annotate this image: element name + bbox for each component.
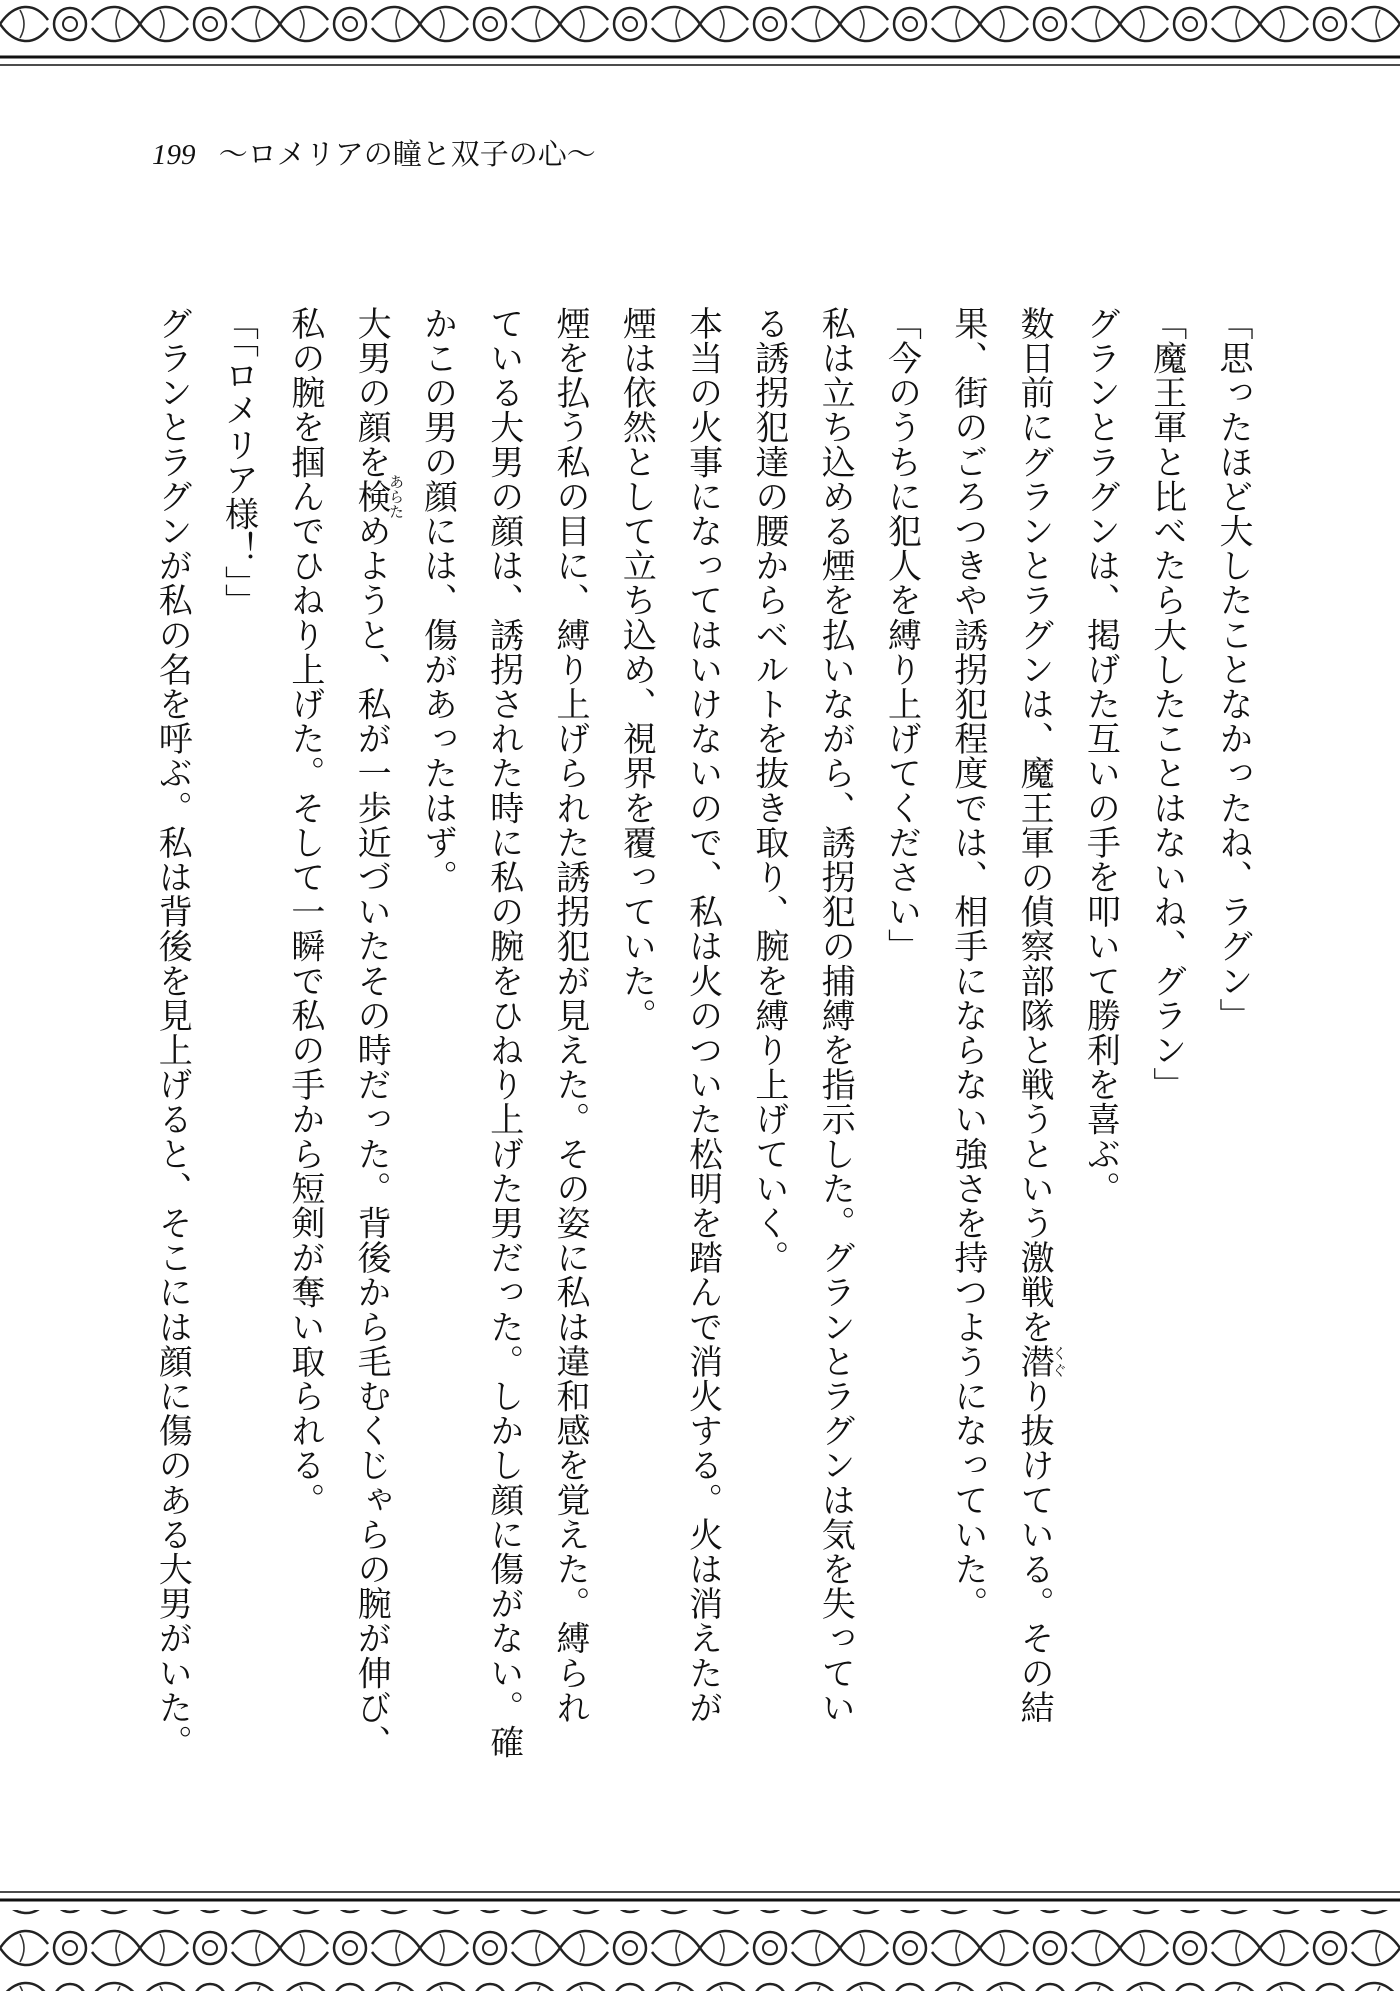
line-text: 「「ロメリア様！」」	[218, 306, 259, 618]
line-text: めようと、私が一歩近づいたその時だった。背後から毛むくじゃらの腕が伸び、	[351, 513, 392, 1760]
text-line	[1067, 306, 1133, 1806]
ruby-reading: くぐ	[1050, 1344, 1069, 1379]
text-line	[1001, 306, 1067, 1806]
line-text: 大男の顔を	[351, 306, 392, 479]
text-line	[470, 306, 536, 1806]
vertical-text-body	[138, 306, 1266, 1806]
text-line	[272, 306, 338, 1806]
line-text: かこの男の顔には、傷があったはず。	[417, 306, 458, 895]
text-line	[205, 306, 271, 1806]
text-line	[603, 306, 669, 1806]
line-text: 私の腕を掴んでひねり上げた。そして一瞬で私の手から短剣が奪い取られる。	[284, 306, 325, 1517]
line-text: 果、街のごろつきや誘拐犯程度では、相手にならない強さを持つようになっていた。	[947, 306, 988, 1621]
line-text: 「今のうちに犯人を縛り上げてください」	[881, 306, 922, 964]
ruby-annotation	[1014, 1344, 1069, 1379]
line-text: 「思ったほど大したことなかったね、ラグン」	[1213, 306, 1253, 1033]
running-header	[152, 132, 596, 173]
text-line	[935, 306, 1001, 1806]
line-text: 私は立ち込める煙を払いながら、誘拐犯の捕縛を指示した。グランとラグンは気を失ってい	[815, 306, 856, 1725]
ruby-base: 検	[351, 473, 392, 519]
line-text: 数日前にグランとラグンは、魔王軍の偵察部隊と戦うという激戦を	[1014, 306, 1055, 1344]
ruby-base: 潜	[1014, 1344, 1055, 1379]
line-text: 煙は依然として立ち込め、視界を覆っていた。	[616, 306, 657, 1033]
text-line	[537, 306, 603, 1806]
text-line	[338, 306, 404, 1806]
text-line	[1133, 306, 1199, 1806]
line-text: グランとラグンが私の名を呼ぶ。私は背後を見上げると、そこには顔に傷のある大男がいた。	[152, 306, 193, 1760]
line-text: る誘拐犯達の腰からベルトを抜き取り、腕を縛り上げていく。	[748, 306, 789, 1275]
line-text: 本当の火事になってはいけないので、私は火のついた松明を踏んで消火する。火は消えたが	[682, 306, 723, 1725]
page-number: 199	[152, 139, 196, 171]
text-line	[404, 306, 470, 1806]
text-line	[736, 306, 802, 1806]
line-text: り抜けている。その結	[1014, 1378, 1055, 1725]
line-text: 煙を払う私の目に、縛り上げられた誘拐犯が見えた。その姿に私は違和感を覚えた。縛られ	[550, 306, 591, 1725]
ruby-reading: あらた	[387, 473, 406, 519]
ruby-annotation	[351, 473, 406, 519]
ornamental-border-top	[0, 0, 1400, 72]
text-line	[1200, 306, 1266, 1806]
text-line	[868, 306, 934, 1806]
text-line	[139, 306, 205, 1806]
line-text: ている大男の顔は、誘拐された時に私の腕をひねり上げた男だった。しかし顔に傷がない。確	[483, 306, 524, 1760]
chapter-title: 〜ロメリアの瞳と双子の心〜	[218, 139, 596, 171]
text-line	[669, 306, 735, 1806]
ornamental-border-bottom	[0, 1872, 1400, 1991]
text-line	[802, 306, 868, 1806]
line-text: グランとラグンは、掲げた互いの手を叩いて勝利を喜ぶ。	[1080, 306, 1121, 1206]
line-text: 「魔王軍と比べたら大したことはないね、グラン」	[1146, 306, 1187, 1102]
